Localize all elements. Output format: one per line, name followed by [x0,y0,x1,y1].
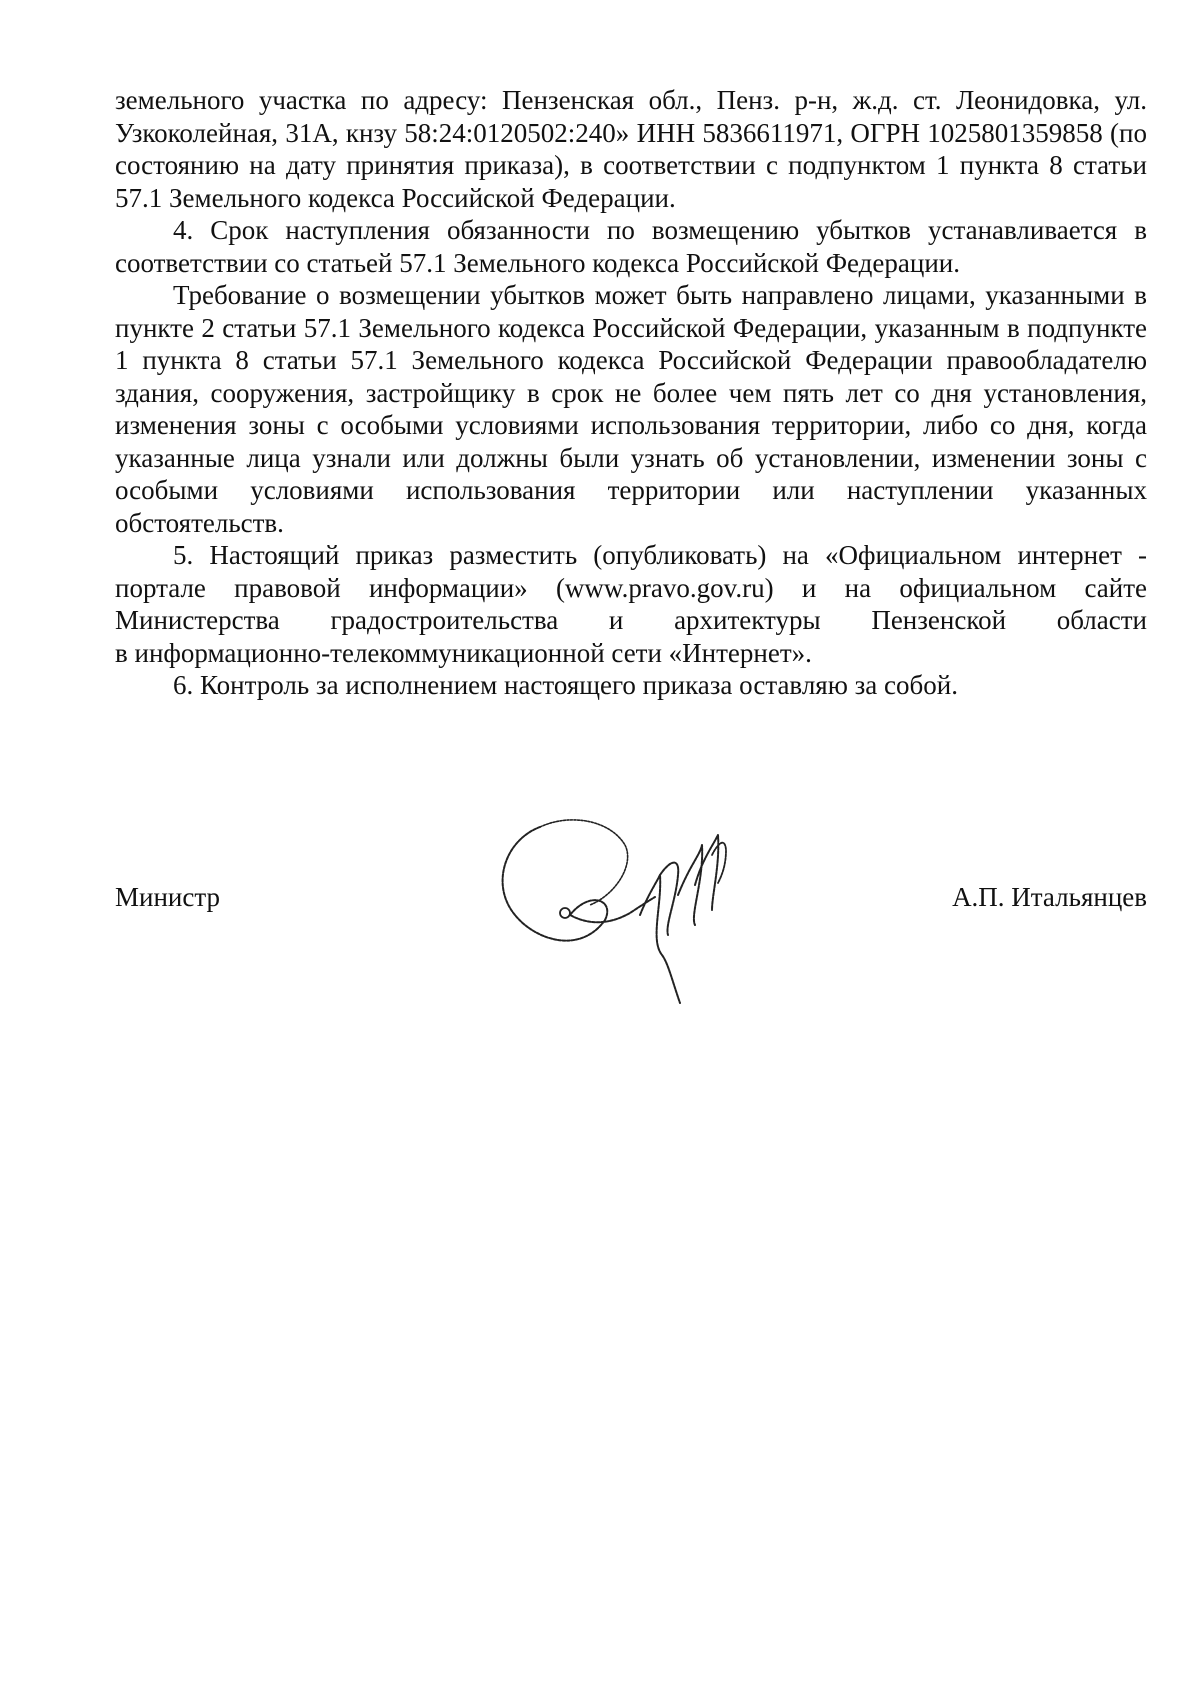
signatory-title: Министр [115,882,220,912]
signatory-name: А.П. Итальянцев [952,882,1147,912]
paragraph-item-5-continuation: в информационно-телекоммуникационной сети «Интернет». [115,637,812,668]
paragraph-item-4: 4. Срок наступления обязанности по возмещению убытков устанавливается в соответствии со статьей 57.1 Земельного кодекса Российской Федерации. [115,215,1147,278]
paragraph-item-6: 6. Контроль за исполнением настоящего приказа оставляю за собой. [173,670,958,700]
paragraph-compensation-claim: Требование о возмещении убытков может быть направлено лицами, указанными в пункте 2 статьи 57.1 Земельного кодекса Российской Федерации, указанным в подпункте 1 пункта 8 статьи 57.1 Земельного кодекса Российской Федерации правообладателю здания, сооружения, застройщику в срок не более чем пять лет со дня установления, изменения зоны с особыми условиями использования территории, либо со дня, когда указанные лица узнали или должны были узнать об установлении, изменении зоны с особыми условиями использования территории или наступлении указанных обстоятельств. [115,280,1147,538]
paragraph-address-continuation: земельного участка по адресу: Пензенская обл., Пенз. р-н, ж.д. ст. Леонидовка, ул. Узкоколейная, 31А, кнзу 58:24:0120502:240» ИНН 5836611971, ОГРН 1025801359858 (по состоянию на дату принятия приказа), в соответствии с подпунктом 1 пункта 8 статьи 57.1 Земельного кодекса Российской Федерации. [115,85,1147,213]
document-body [115,84,1147,702]
handwritten-signature-icon [490,805,770,1005]
paragraph-item-5: 5. Настоящий приказ разместить (опубликовать) на «Официальном интернет - портале правовой информации» (www.pravo.gov.ru) и на официальном сайте Министерства градостроительства и архитектуры Пензенской области [115,540,1147,635]
